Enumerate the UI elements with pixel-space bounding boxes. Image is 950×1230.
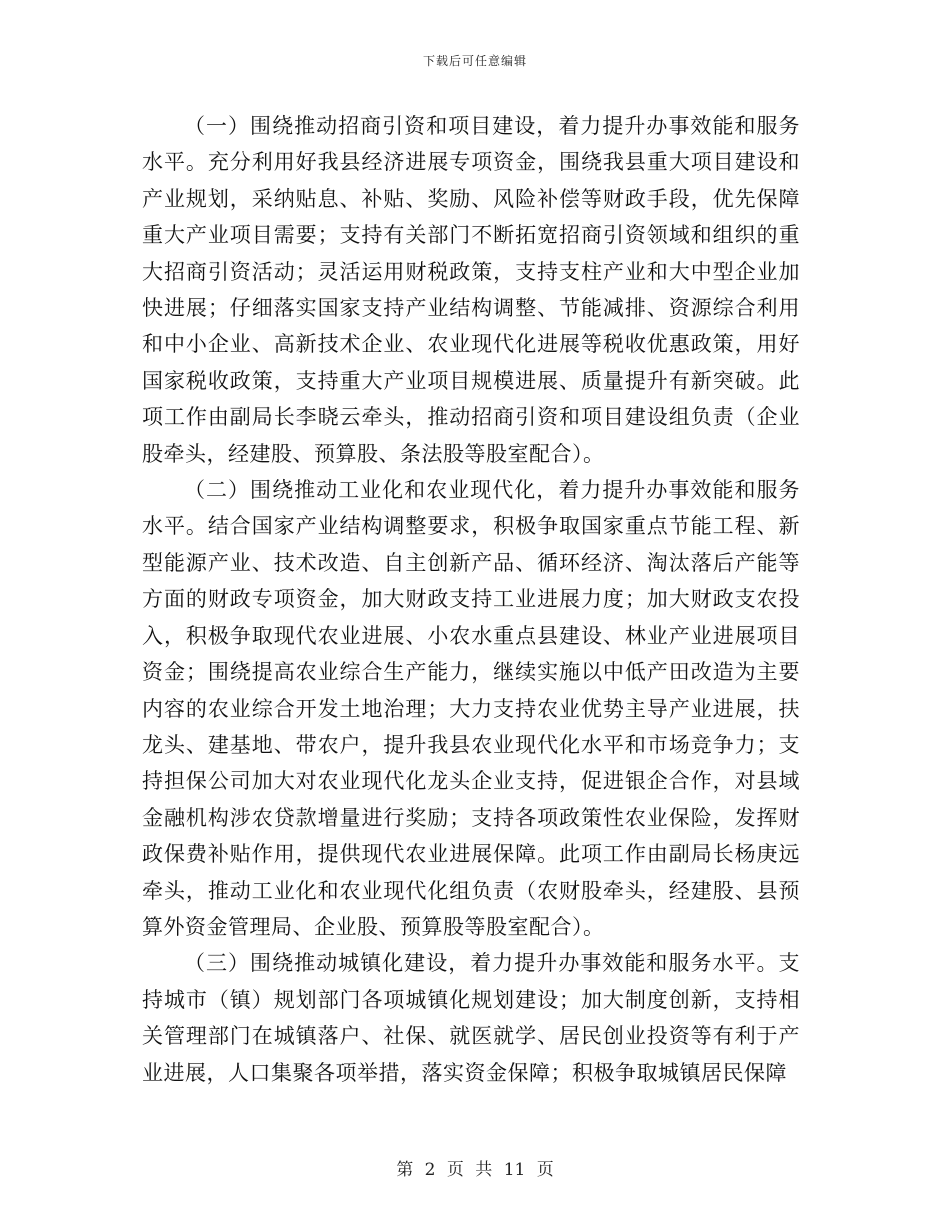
document-body [142, 108, 800, 1091]
paragraph-section-1: （一）围绕推动招商引资和项目建设，着力提升办事效能和服务水平。充分利用好我县经济进展专项资金，围绕我县重大项目建设和产业规划，采纳贴息、补贴、奖励、风险补偿等财政手段，优先保障重大产业项目需要；支持有关部门不断拓宽招商引资领域和组织的重大招商引资活动；灵活运用财税政策，支持支柱产业和大中型企业加快进展；仔细落实国家支持产业结构调整、节能减排、资源综合利用和中小企业、高新技术企业、农业现代化进展等税收优惠政策，用好国家税收政策，支持重大产业项目规模进展、质量提升有新突破。此项工作由副局长李晓云牵头，推动招商引资和项目建设组负责（企业股牵头，经建股、预算股、条法股等股室配合）。 [142, 114, 800, 466]
page-number-footer: 第 2 页 共 11 页 [396, 1160, 554, 1180]
paragraph-section-2: （二）围绕推动工业化和农业现代化，着力提升办事效能和服务水平。结合国家产业结构调整要求，积极争取国家重点节能工程、新型能源产业、技术改造、自主创新产品、循环经济、淘汰落后产能等方面的财政专项资金，加大财政支持工业进展力度；加大财政支农投入，积极争取现代农业进展、小农水重点县建设、林业产业进展项目资金；围绕提高农业综合生产能力，继续实施以中低产田改造为主要内容的农业综合开发土地治理；大力支持农业优势主导产业进展，扶龙头、建基地、带农户，提升我县农业现代化水平和市场竞争力；支持担保公司加大对农业现代化龙头企业支持，促进银企合作，对县域金融机构涉农贷款增量进行奖励；支持各项政策性农业保险，发挥财政保费补贴作用，提供现代农业进展保障。此项工作由副局长杨庚远牵头，推动工业化和农业现代化组负责（农财股牵头，经建股、县预算外资金管理局、企业股、预算股等股室配合）。 [142, 478, 800, 939]
paragraph-section-3: （三）围绕推动城镇化建设，着力提升办事效能和服务水平。支持城市（镇）规划部门各项城镇化规划建设；加大制度创新，支持相关管理部门在城镇落户、社保、就医就学、居民创业投资等有利于产业进展，人口集聚各项举措，落实资金保障；积极争取城镇居民保障 [142, 951, 800, 1085]
page-header-note: 下载后可任意编辑 [422, 54, 527, 68]
